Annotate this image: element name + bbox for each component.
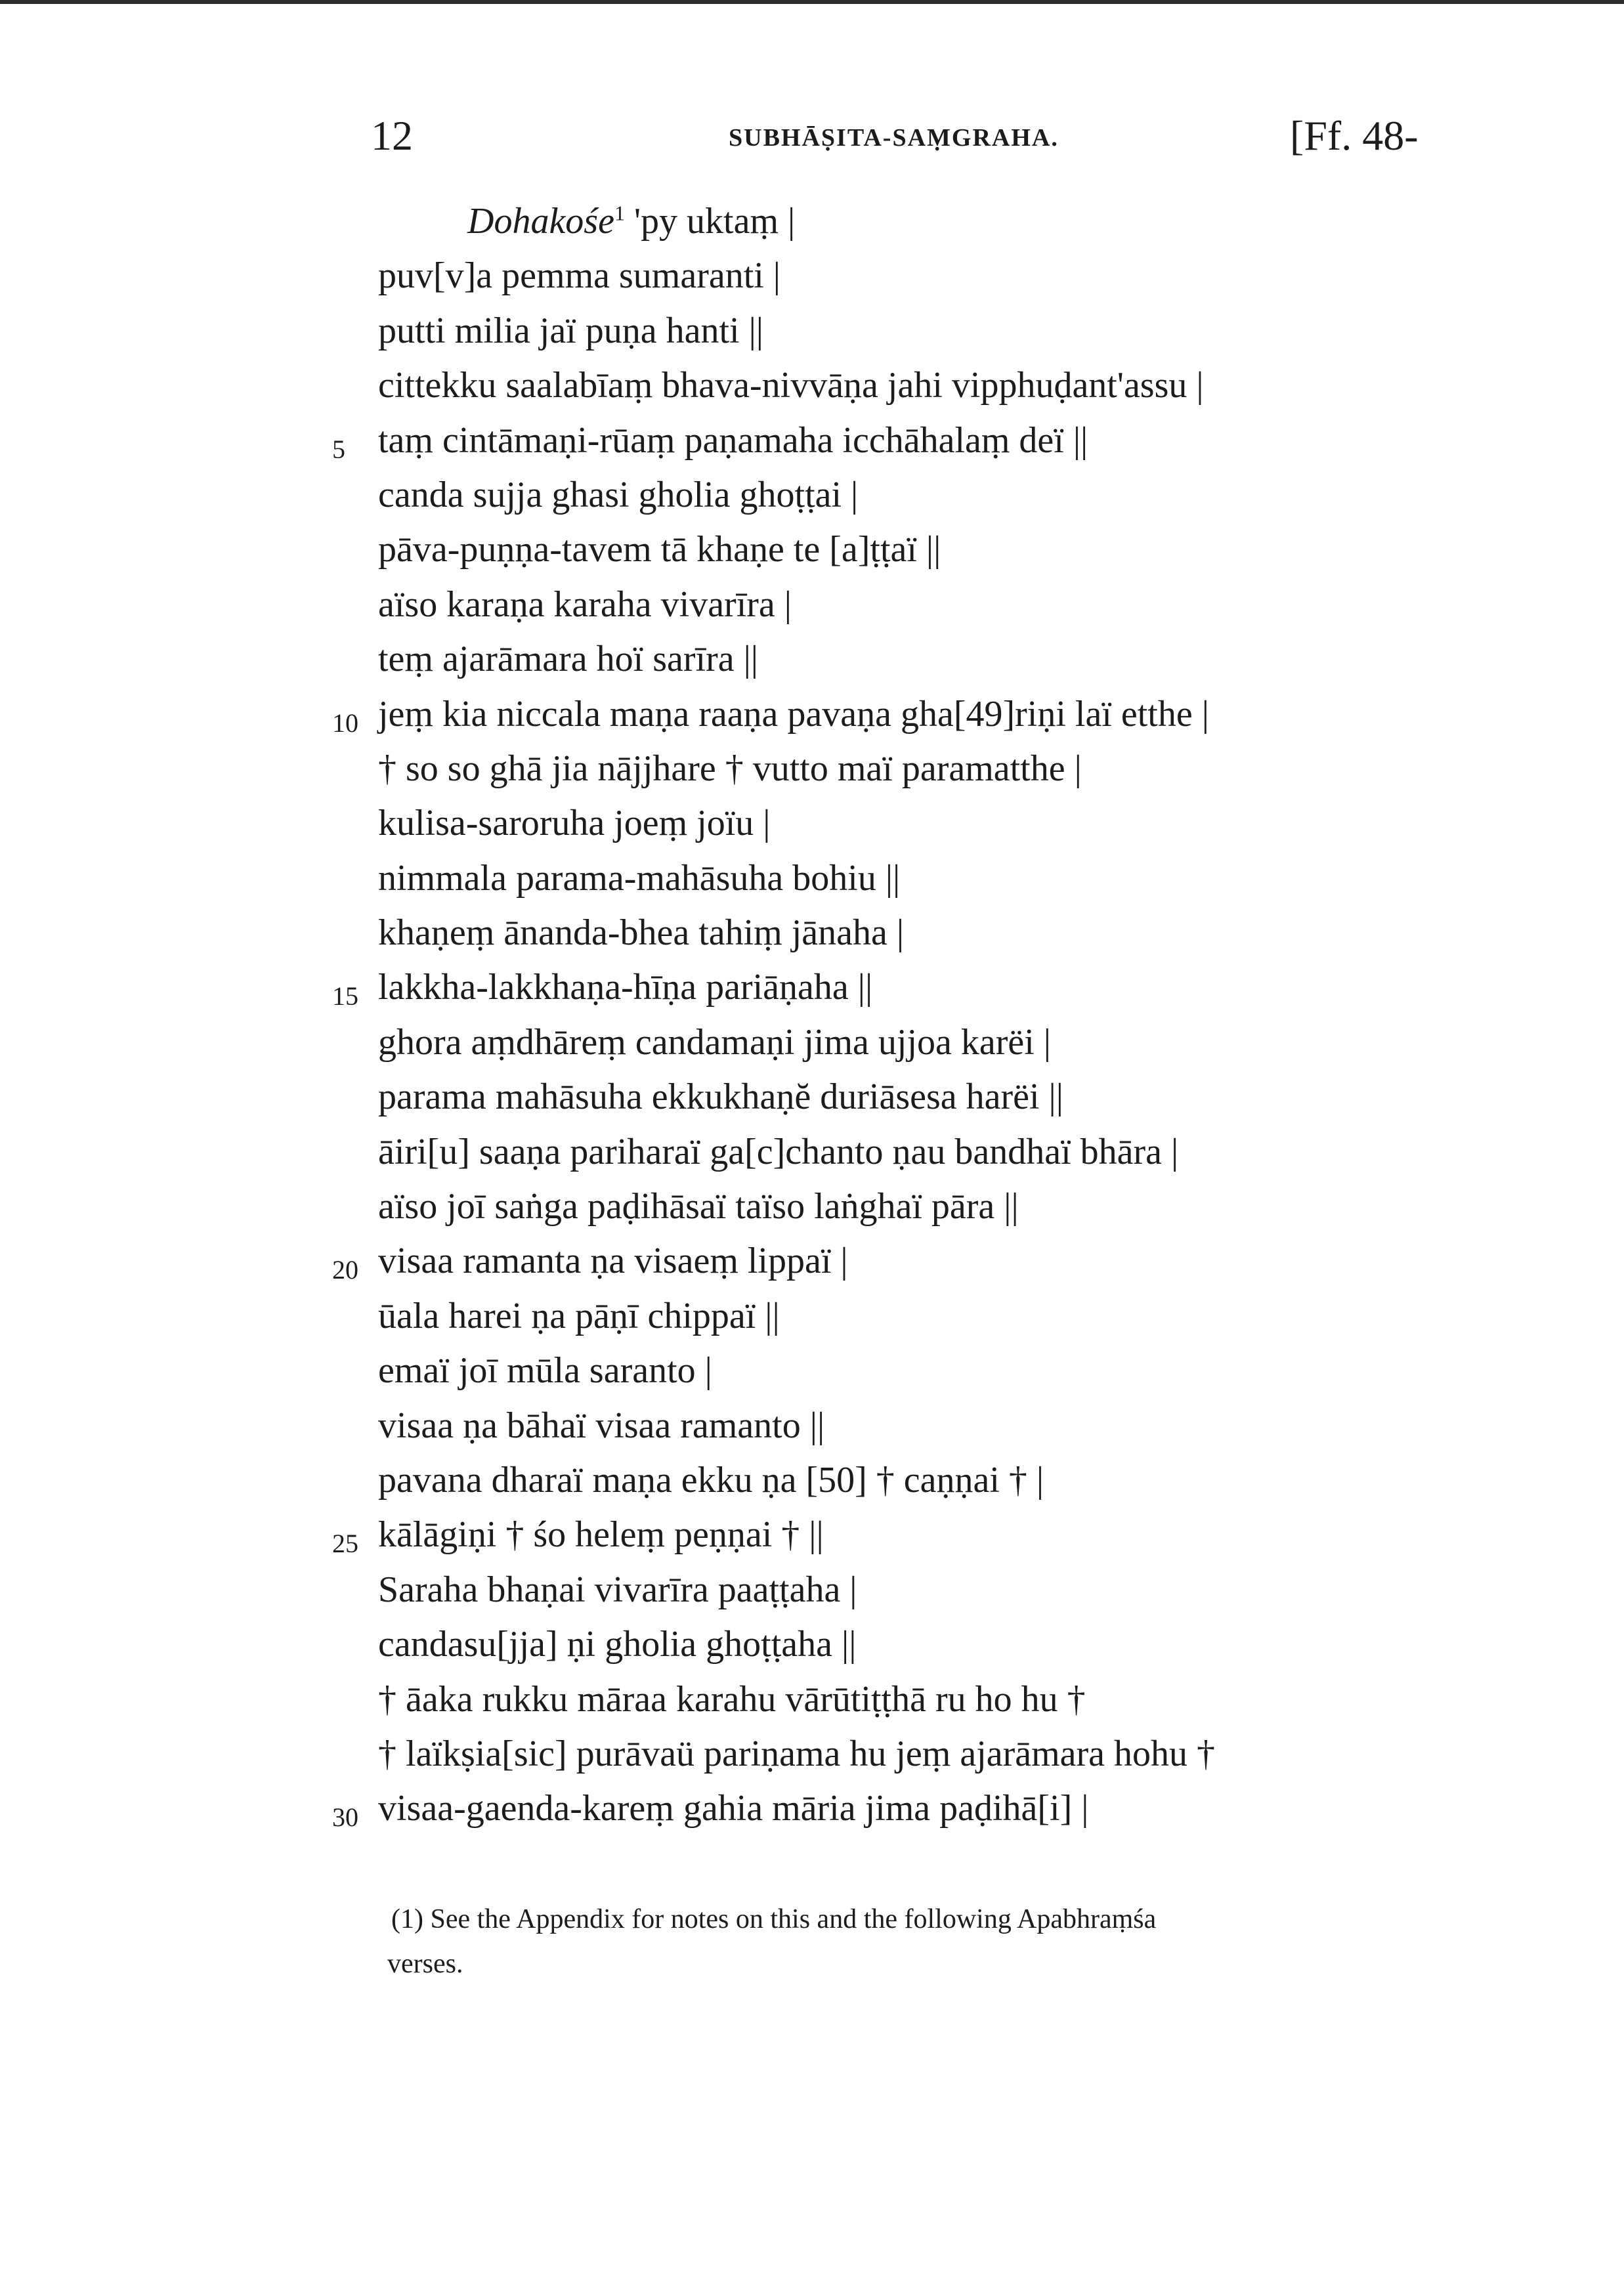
verse-line (0, 1240, 1624, 1294)
verse-text: parama mahāsuha ekkukhaṇĕ duriāsesa harëi || (378, 1076, 1063, 1118)
verse-line (0, 1185, 1624, 1240)
verse-line (0, 912, 1624, 966)
verse-line (0, 693, 1624, 748)
verse-line (0, 310, 1624, 364)
verse-line (0, 1405, 1624, 1459)
footnote-line-1: (1) See the Appendix for notes on this and the following Apabhraṃśa (391, 1904, 1157, 1934)
verse-line (0, 748, 1624, 802)
verse-text: khaṇeṃ ānanda-bhea tahiṃ jānaha | (378, 912, 905, 954)
verse-line (0, 802, 1624, 857)
verse-text: † laïkṣia[sic] purāvaü pariṇama hu jeṃ ajarāmara hohu † (378, 1733, 1216, 1774)
verse-text: pāva-puṇṇa-tavem tā khaṇe te [a]ṭṭaï || (378, 529, 941, 570)
line-number: 15 (332, 981, 358, 1011)
verse-text: ūala harei ṇa pāṇī chippaï || (378, 1295, 780, 1336)
verse-line (0, 528, 1624, 583)
intro-text (467, 200, 795, 242)
verse-text: teṃ ajarāmara hoï sarīra || (378, 639, 759, 680)
verse-text: kulisa-saroruha joeṃ joïu | (378, 803, 771, 844)
verse-line (0, 364, 1624, 419)
line-number: 5 (332, 434, 345, 464)
verse-line (0, 1350, 1624, 1404)
intro-rest: 'py uktaṃ | (624, 201, 796, 242)
verse-line (0, 1514, 1624, 1568)
verse-line (0, 1131, 1624, 1185)
verse-line (0, 584, 1624, 638)
verse-line (0, 638, 1624, 692)
verse-text: visaa ramanta ṇa visaeṃ lippaï | (378, 1241, 848, 1282)
verse-line (0, 1733, 1624, 1787)
verse-line (0, 1021, 1624, 1076)
verse-text: cittekku saalabīaṃ bhava-nivvāṇa jahi vipphuḍant'assu | (378, 365, 1204, 406)
verse-text: kālāgiṇi † śo heleṃ peṇṇai † || (378, 1514, 824, 1556)
verse-line (0, 1787, 1624, 1842)
verse-text: visaa-gaenda-kareṃ gahia māria jima paḍihā[i] | (378, 1788, 1089, 1829)
verse-line (0, 255, 1624, 309)
footnote (387, 1897, 1468, 1986)
verse-text: nimmala parama-mahāsuha bohiu || (378, 857, 901, 899)
verse-text: ghora aṃdhāreṃ candamaṇi jima ujjoa karëi | (378, 1021, 1052, 1063)
verse-text: āiri[u] saaṇa pariharaï ga[c]chanto ṇau bandhaï bhāra | (378, 1131, 1179, 1172)
verse-text: jeṃ kia niccala maṇa raaṇa pavaṇa gha[49]riṇi laï etthe | (378, 693, 1209, 734)
verse-line (0, 857, 1624, 912)
verse-line (0, 966, 1624, 1021)
verse-text: Saraha bhaṇai vivarīra paaṭṭaha | (378, 1569, 857, 1610)
intro-line (0, 200, 1624, 255)
verse-text: canda sujja ghasi gholia ghoṭṭai | (378, 474, 859, 515)
line-number: 20 (332, 1255, 358, 1285)
verse-text: candasu[jja] ṇi gholia ghoṭṭaha || (378, 1624, 857, 1665)
verse-line (0, 1623, 1624, 1678)
running-title: SUBHĀṢITA-SAṂGRAHA. (729, 124, 1059, 152)
verse-text: taṃ cintāmaṇi-rūaṃ paṇamaha icchāhalaṃ deï || (378, 419, 1088, 461)
verse-line (0, 474, 1624, 528)
verse-text-block (0, 200, 1624, 1842)
verse-text: † āaka rukku māraa karahu vārūtiṭṭhā ru ho hu † (378, 1678, 1086, 1720)
verse-line (0, 1569, 1624, 1623)
verse-line (0, 1295, 1624, 1350)
verse-text: aïso joī saṅga paḍihāsaï taïso laṅghaï pāra || (378, 1186, 1019, 1227)
verse-text: visaa ṇa bāhaï visaa ramanto || (378, 1405, 825, 1446)
line-number: 25 (332, 1529, 358, 1559)
verse-line (0, 1459, 1624, 1514)
footnote-ref: 1 (614, 201, 625, 225)
verse-text: aïso karaṇa karaha vivarīra | (378, 584, 792, 625)
verse-line (0, 1678, 1624, 1733)
folio-reference: [Ff. 48- (1290, 112, 1419, 159)
footnote-line-2: verses. (387, 1949, 463, 1979)
verse-text: putti milia jaï puṇa hanti || (378, 310, 763, 351)
verse-text: pavana dharaï maṇa ekku ṇa [50] † caṇṇai † | (378, 1459, 1044, 1500)
line-number: 10 (332, 708, 358, 738)
verse-text: † so so ghā jia nājjhare † vutto maï paramatthe | (378, 748, 1082, 789)
page-number: 12 (371, 112, 413, 159)
line-number: 30 (332, 1802, 358, 1833)
verse-line (0, 419, 1624, 474)
source-title: Dohakośe (467, 201, 614, 242)
page-top-rule (0, 0, 1624, 4)
running-header (0, 112, 1624, 171)
verse-text: puv[v]a pemma sumaranti | (378, 255, 781, 297)
verse-line (0, 1076, 1624, 1130)
verse-text: emaï joī mūla saranto | (378, 1350, 712, 1392)
verse-text: lakkha-lakkhaṇa-hīṇa pariāṇaha || (378, 967, 873, 1008)
